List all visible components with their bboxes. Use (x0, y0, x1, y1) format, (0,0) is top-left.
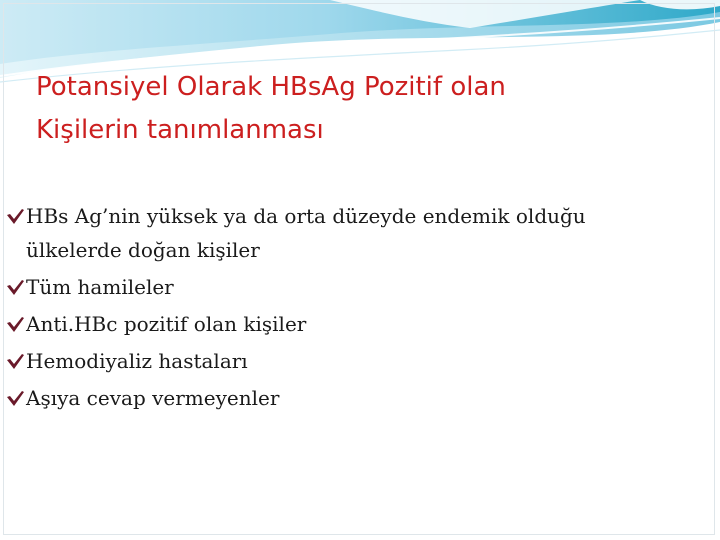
slide-title-line-1: Potansiyel Olarak HBsAg Pozitif olan (36, 72, 506, 102)
slide-title (36, 66, 676, 152)
checkmark-diamond-icon (6, 352, 25, 371)
checkmark-diamond-icon (6, 315, 25, 334)
checkmark-diamond-icon (6, 278, 25, 297)
bullet-text: Tüm hamileler (26, 275, 174, 299)
bullet-text: Anti.HBc pozitif olan kişiler (26, 312, 307, 336)
bullet-text: Hemodiyaliz hastaları (26, 349, 248, 373)
bullet-item (6, 199, 696, 267)
bullet-item (6, 270, 696, 304)
bullet-text: HBs Ag’nin yüksek ya da orta düzeyde endemik olduğu (26, 204, 586, 228)
slide-title-line-2: Kişilerin tanımlanması (36, 115, 324, 145)
bullet-list (6, 199, 696, 418)
checkmark-diamond-icon (6, 207, 25, 226)
bullet-text-continuation: ülkelerde doğan kişiler (26, 238, 260, 262)
bullet-item (6, 381, 696, 415)
checkmark-diamond-icon (6, 389, 25, 408)
bullet-item (6, 344, 696, 378)
bullet-item (6, 307, 696, 341)
bullet-text: Aşıya cevap vermeyenler (26, 386, 280, 410)
